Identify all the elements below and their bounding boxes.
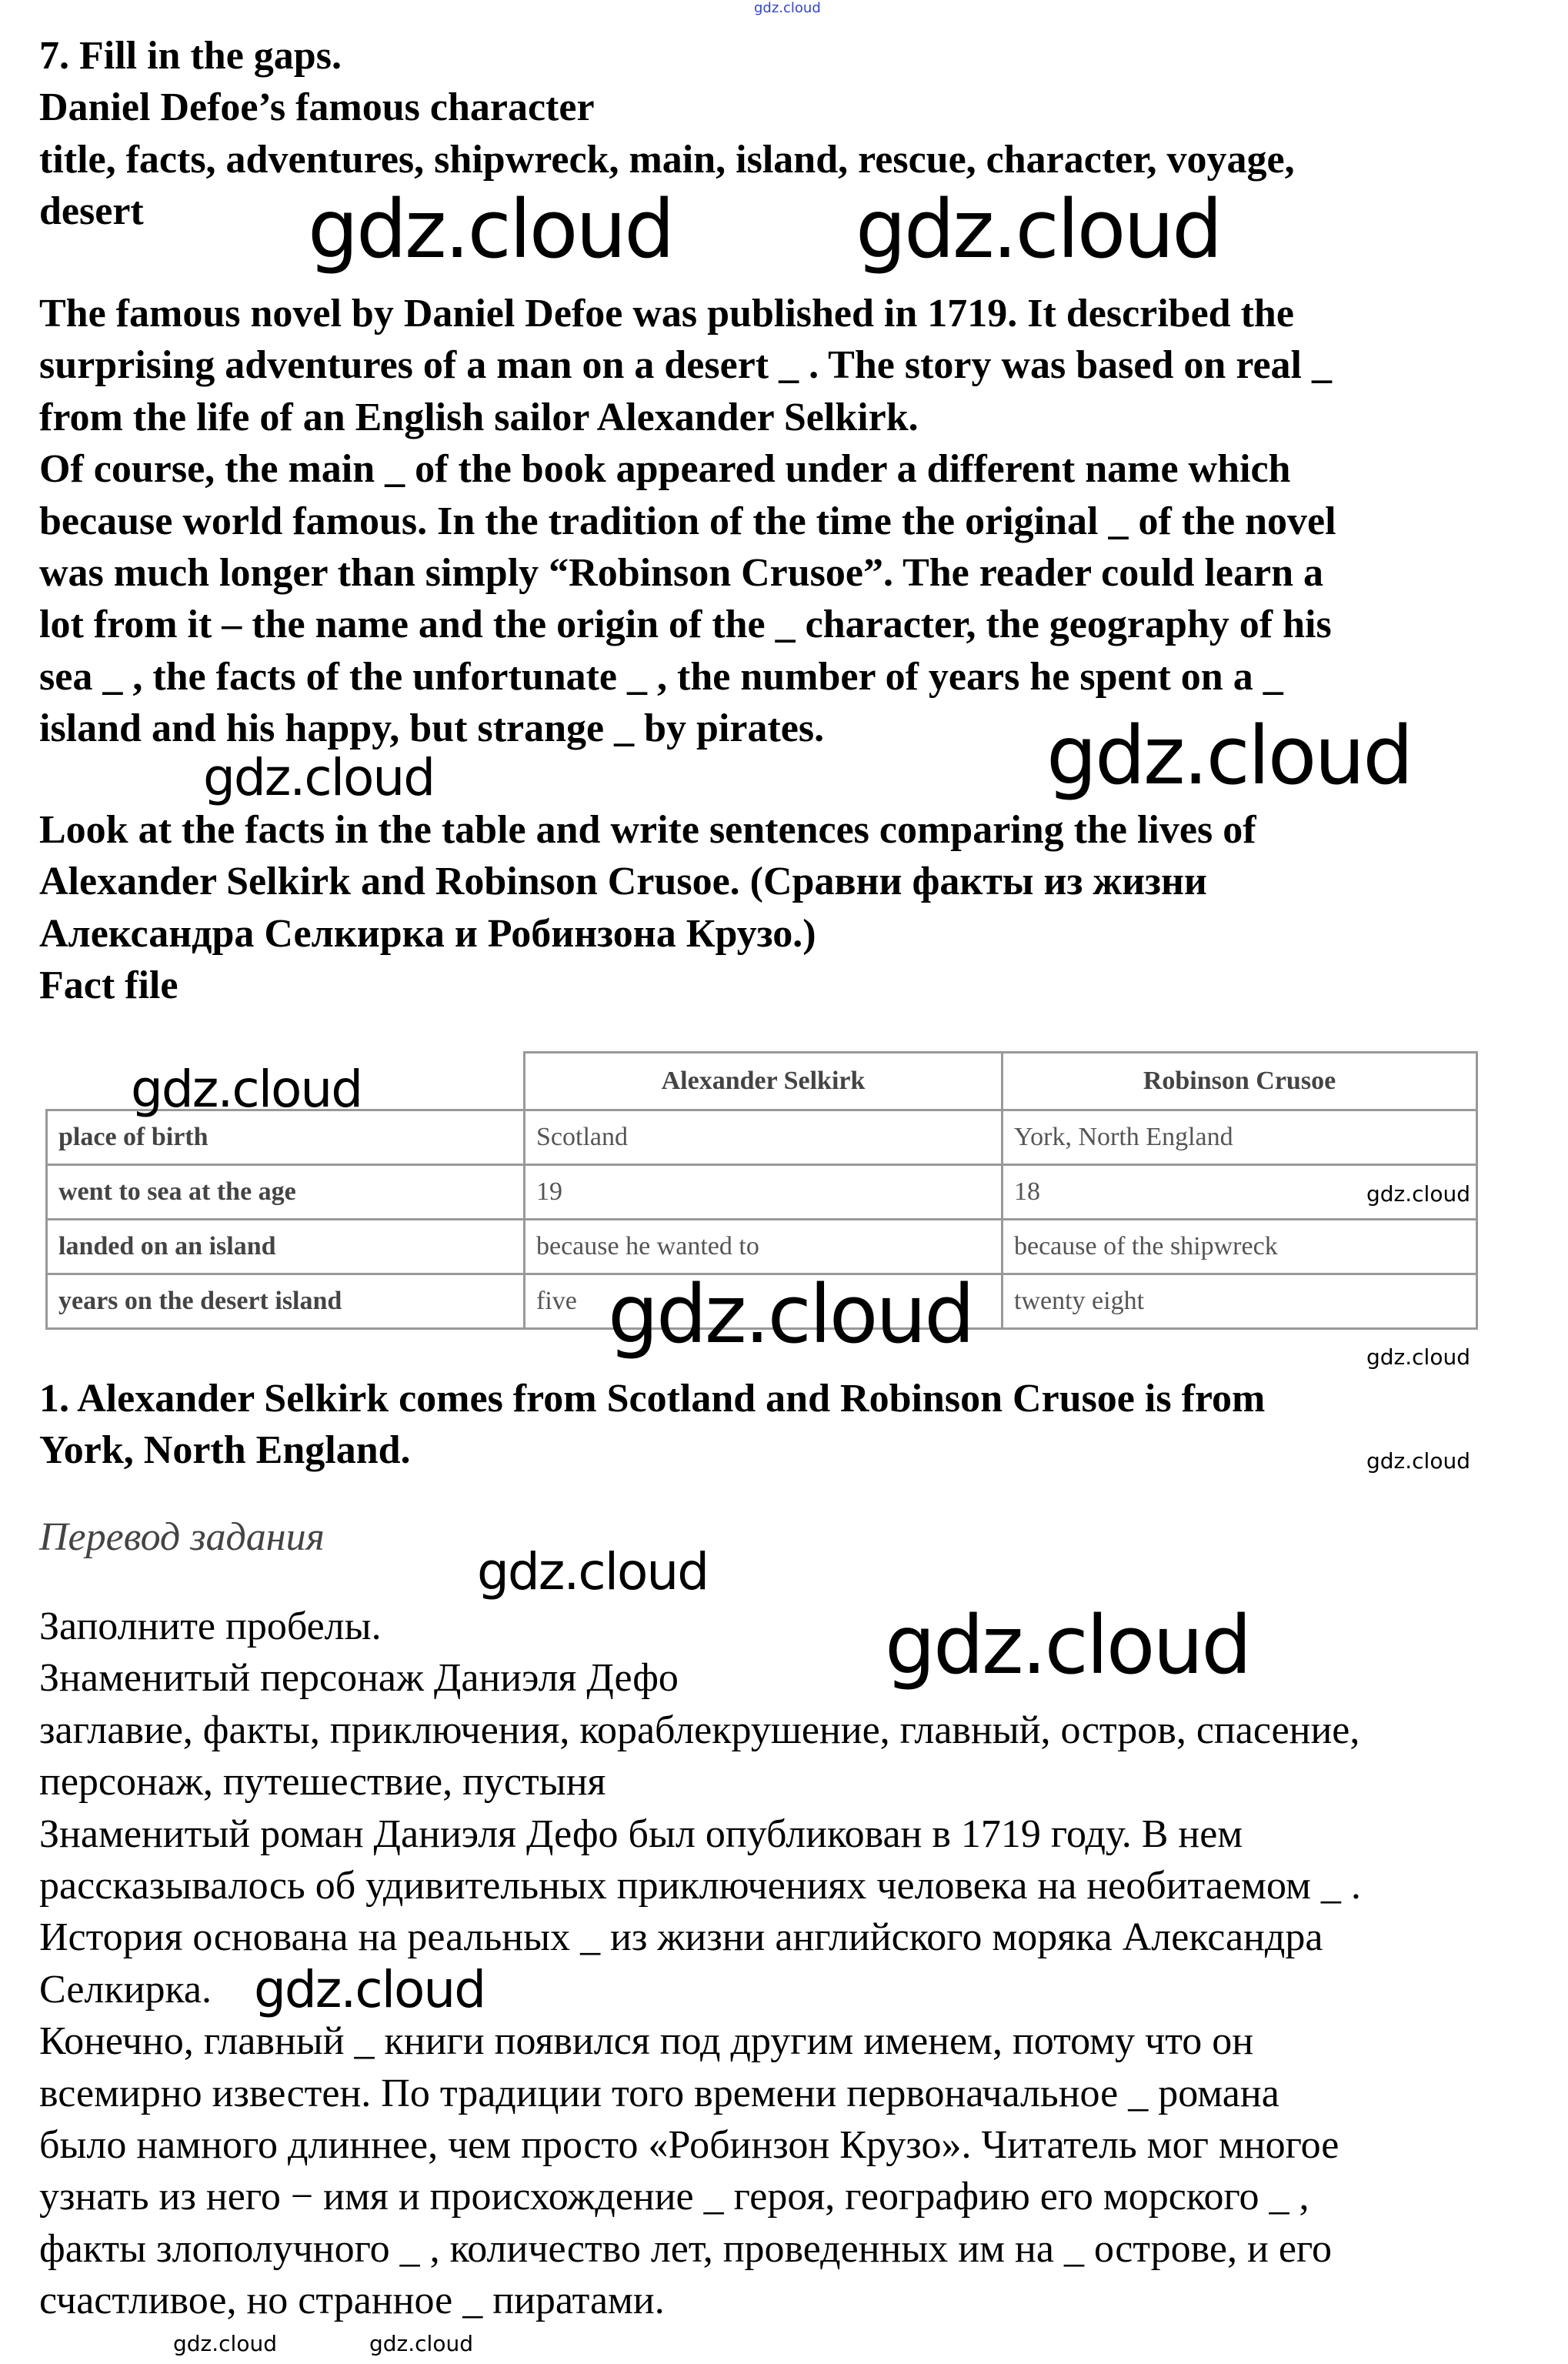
exercise-subtitle: Daniel Defoe’s famous character <box>39 85 595 130</box>
translation-line: Знаменитый роман Даниэля Дефо был опубликован в 1719 году. В нем <box>39 1811 1243 1856</box>
watermark: gdz.cloud <box>254 1960 485 2019</box>
exercise-title: 7. Fill in the gaps. <box>39 34 342 78</box>
translation-line: узнать из него − имя и происхождение _ героя, географию его морского _ , <box>39 2175 1309 2219</box>
watermark: gdz.cloud <box>477 1542 709 1601</box>
table-cell: landed on an island <box>47 1220 525 1274</box>
table-cell: went to sea at the age <box>47 1165 525 1220</box>
paragraph-line: The famous novel by Daniel Defoe was published in 1719. It described the <box>39 292 1294 336</box>
translation-line: рассказывалось об удивительных приключениях человека на необитаемом _ . <box>39 1863 1361 1908</box>
answer-line: 1. Alexander Selkirk comes from Scotland and Robinson Crusoe is from <box>39 1377 1266 1421</box>
task-line: Look at the facts in the table and write sentences comparing the lives of <box>39 808 1256 852</box>
paragraph-line: from the life of an English sailor Alexander Selkirk. <box>39 395 919 439</box>
watermark: gdz.cloud <box>203 748 435 807</box>
task-instructions <box>39 804 1547 1012</box>
table-header: Robinson Crusoe <box>1003 1053 1477 1110</box>
translation-line: счастливое, но странное _ пиратами. <box>39 2279 665 2323</box>
watermark: gdz.cloud <box>308 182 673 276</box>
watermark: gdz.cloud <box>608 1267 973 1361</box>
table-row <box>47 1165 1477 1220</box>
watermark: gdz.cloud <box>1366 1344 1470 1370</box>
translation-heading-block <box>39 1511 1547 1563</box>
table-cell: York, North England <box>1003 1110 1477 1165</box>
watermark: gdz.cloud <box>754 0 821 16</box>
watermark: gdz.cloud <box>131 1060 362 1119</box>
gap-paragraph <box>39 288 1547 755</box>
watermark: gdz.cloud <box>885 1598 1250 1692</box>
watermark: gdz.cloud <box>856 182 1221 276</box>
paragraph-line: because world famous. In the tradition of the time the original _ of the novel <box>39 499 1336 543</box>
table-cell: 18 <box>1003 1165 1477 1220</box>
table-cell: Scotland <box>525 1110 1003 1165</box>
table-cell: because of the shipwreck <box>1003 1220 1477 1274</box>
answer <box>39 1373 1547 1477</box>
translation-heading: Перевод задания <box>39 1515 325 1559</box>
table-row <box>47 1220 1477 1274</box>
translation-line: Знаменитый персонаж Даниэля Дефо <box>39 1656 679 1701</box>
table-cell: twenty eight <box>1003 1274 1477 1329</box>
table-cell: place of birth <box>47 1110 525 1165</box>
translation-line: Конечно, главный _ книги появился под другим именем, потому что он <box>39 2019 1254 2064</box>
answer-line: York, North England. <box>39 1428 411 1473</box>
translation-line: История основана на реальных _ из жизни английского моряка Александра <box>39 1915 1323 1960</box>
word-bank: title, facts, adventures, shipwreck, main, island, rescue, character, voyage, <box>39 137 1295 182</box>
translation-line: персонаж, путешествие, пустыня <box>39 1760 606 1805</box>
table-cell: because he wanted to <box>525 1220 1003 1274</box>
word-bank: desert <box>39 189 144 234</box>
translation-line: всемирно известен. По традиции того времени первоначальное _ романа <box>39 2071 1279 2115</box>
translation-line: Заполните пробелы. <box>39 1604 382 1648</box>
task-line: Alexander Selkirk and Robinson Crusoe. (Сравни факты из жизни <box>39 860 1207 904</box>
task-line: Александра Селкирка и Робинзона Крузо.) <box>39 911 816 956</box>
translation-line: заглавие, факты, приключения, кораблекрушение, главный, остров, спасение, <box>39 1708 1360 1752</box>
translation-line: факты злополучного _ , количество лет, проведенных им на _ острове, и его <box>39 2226 1332 2271</box>
table-cell: five <box>525 1274 1003 1329</box>
table-cell: years on the desert island <box>47 1274 525 1329</box>
watermark: gdz.cloud <box>1366 1181 1470 1207</box>
translation-line: Селкирка. <box>39 1967 212 2012</box>
paragraph-line: sea _ , the facts of the unfortunate _ , the number of years he spent on a _ <box>39 654 1283 699</box>
watermark: gdz.cloud <box>369 2331 473 2356</box>
watermark: gdz.cloud <box>173 2331 277 2356</box>
exercise-intro <box>39 30 1547 238</box>
paragraph-line: Of course, the main _ of the book appeared under a different name which <box>39 447 1291 492</box>
table-header: Alexander Selkirk <box>525 1053 1003 1110</box>
table-cell: 19 <box>525 1165 1003 1220</box>
watermark: gdz.cloud <box>1046 709 1412 803</box>
paragraph-line: was much longer than simply “Robinson Crusoe”. The reader could learn a <box>39 550 1324 595</box>
watermark: gdz.cloud <box>1366 1448 1470 1474</box>
paragraph-line: island and his happy, but strange _ by pirates. <box>39 706 825 751</box>
translation-line: было намного длиннее, чем просто «Робинзон Крузо». Читатель мог многое <box>39 2122 1339 2167</box>
paragraph-line: surprising adventures of a man on a desert _ . The story was based on real _ <box>39 343 1332 388</box>
fact-file-heading: Fact file <box>39 963 178 1008</box>
paragraph-line: lot from it – the name and the origin of the _ character, the geography of his <box>39 603 1332 647</box>
